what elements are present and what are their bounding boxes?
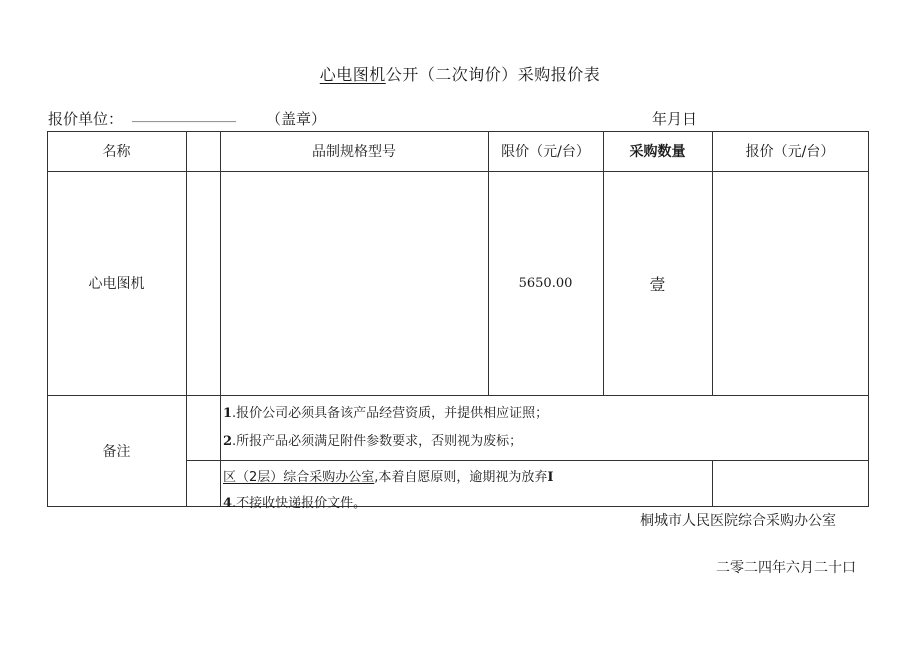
title-item-name: 心电图机	[319, 65, 386, 84]
cell-item-name: 心电图机	[88, 276, 145, 292]
note-4-number: 4	[223, 496, 233, 511]
seal-label: （盖章）	[266, 110, 327, 128]
note-2	[223, 430, 522, 449]
footer-organization: 桐城市人民医院综合采购办公室	[640, 513, 836, 529]
header-limit-price: 限价（元/台）	[501, 144, 590, 160]
note-4	[223, 492, 366, 511]
note-1	[223, 402, 548, 421]
table-border-bottom	[47, 506, 869, 507]
header-spec: 品制规格型号	[312, 144, 396, 160]
table-line-notes	[186, 460, 869, 461]
table-col-line-5b	[712, 460, 713, 507]
table-col-line-1	[186, 131, 187, 507]
page-title	[0, 62, 920, 85]
header-quote-price: 报价（元/台）	[745, 144, 835, 160]
title-rest: 公开（二次询价）采购报价表	[385, 65, 601, 84]
note-3-text: ,本着自愿原则，逾期视为放弃	[374, 470, 548, 485]
cell-quantity: 壹	[649, 274, 666, 294]
note-3-location: 区（2层）综合采购办公室	[223, 470, 375, 485]
note-1-text: .报价公司必须具备该产品经营资质，并提供相应证照；	[232, 406, 549, 421]
note-3	[223, 466, 554, 485]
cell-quote-price	[712, 171, 868, 395]
table-border-right	[868, 131, 869, 507]
note-2-number: 2	[223, 434, 233, 449]
quote-unit-blank: ________________	[132, 108, 236, 123]
header-name: 名称	[102, 144, 131, 160]
note-4-text: .不接收快递报价文件。	[232, 496, 367, 511]
quote-unit-label: 报价单位：	[48, 110, 124, 128]
footer-date: 二零二四年六月二十口	[716, 560, 856, 576]
note-1-number: 1	[223, 406, 233, 421]
date-label: 年月日	[652, 110, 698, 128]
cell-limit-price: 5650.00	[518, 275, 573, 291]
note-3-tail: I	[547, 470, 554, 485]
note-2-text: .所报产品必须满足附件参数要求，否则视为废标；	[232, 434, 523, 449]
header-quantity: 采购数量	[629, 144, 686, 160]
cell-spec	[220, 171, 488, 395]
remarks-label: 备注	[102, 443, 131, 460]
